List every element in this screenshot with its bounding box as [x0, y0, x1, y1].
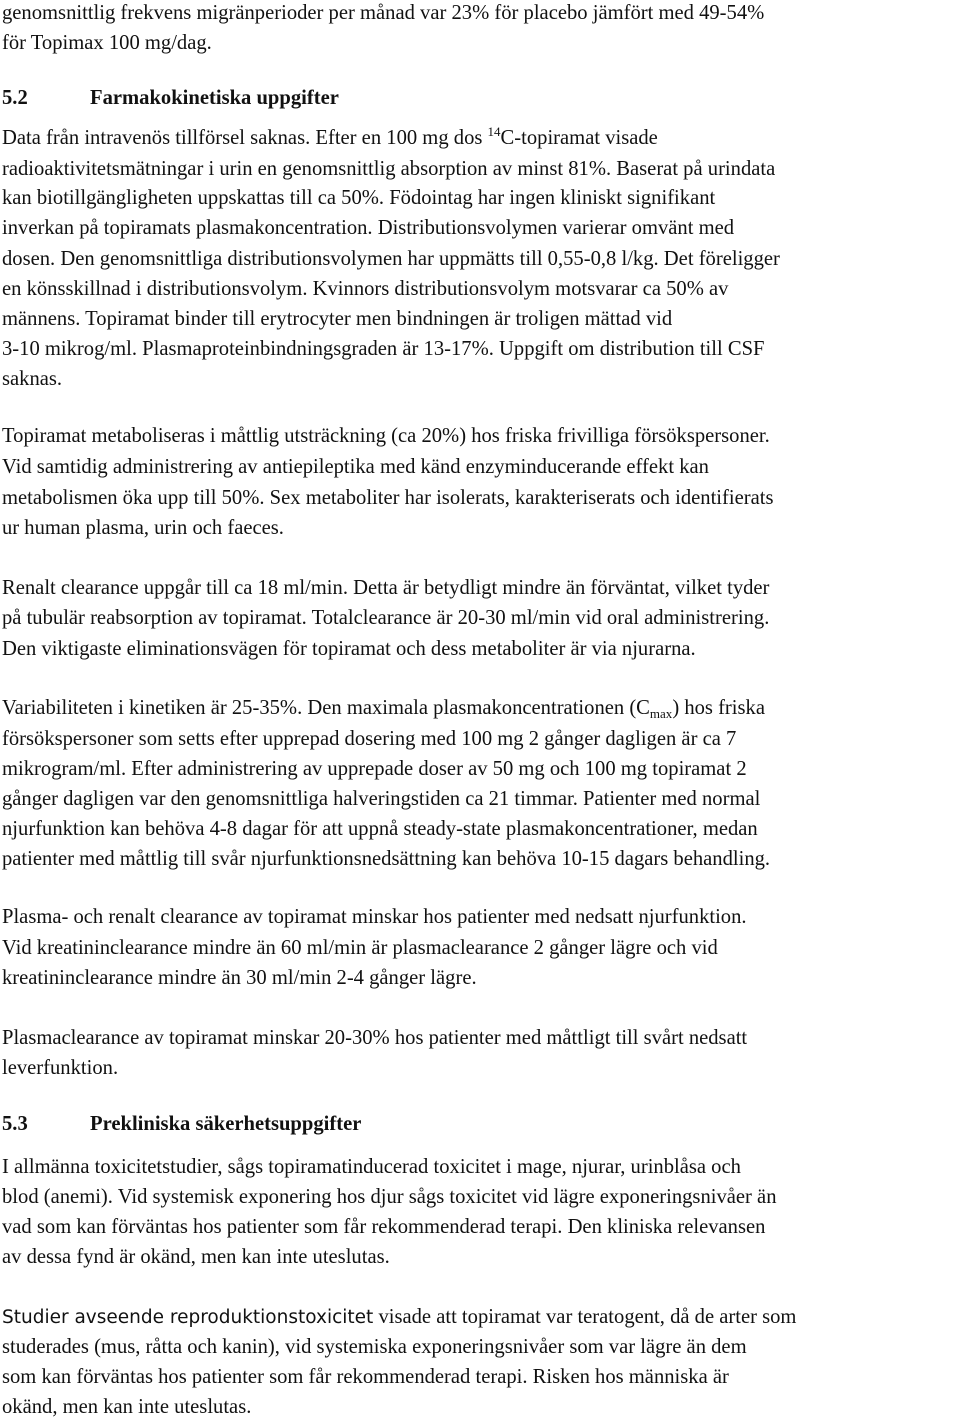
text-line: på tubulär reabsorption av topiramat. Totalclearance är 20-30 ml/min vid oral administrering. [2, 607, 770, 629]
text-line: Vid kreatininclearance mindre än 60 ml/min är plasmaclearance 2 gånger lägre och vid [2, 937, 718, 959]
text-line: okänd, men kan inte uteslutas. [2, 1396, 252, 1418]
section-heading-5-2 [2, 86, 339, 110]
section-number: 5.3 [2, 1113, 28, 1135]
text-line: genomsnittlig frekvens migränperioder per månad var 23% för placebo jämfört med 49-54% [2, 2, 765, 24]
text-line: männens. Topiramat binder till erytrocyter men bindningen är troligen mättad vid [2, 308, 673, 330]
text-line: radioaktivitetsmätningar i urin en genomsnittlig absorption av minst 81%. Baserat på urindata [2, 158, 776, 180]
text-span-sans: Studier avseende reproduktionstoxicitet [2, 1307, 374, 1328]
text-line: blod (anemi). Vid systemisk exponering hos djur sågs toxicitet vid lägre exponeringsnivåer än [2, 1186, 777, 1208]
text-line [2, 1305, 796, 1330]
text-line: Renalt clearance uppgår till ca 18 ml/min. Detta är betydligt mindre än förväntat, vilket tyder [2, 577, 770, 599]
text-line: mikrogram/ml. Efter administrering av upprepade doser av 50 mg och 100 mg topiramat 2 [2, 758, 747, 780]
text-line: 3-10 mikrog/ml. Plasmaproteinbindningsgraden är 13-17%. Uppgift om distribution till CSF [2, 338, 765, 360]
text-span: C-topiramat visade [500, 127, 658, 149]
text-span: Data från intravenös tillförsel saknas. Efter en 100 mg dos [2, 127, 488, 149]
text-line: kreatininclearance mindre än 30 ml/min 2-4 gånger lägre. [2, 967, 477, 989]
superscript: 14 [487, 124, 501, 139]
text-line: patienter med måttlig till svår njurfunktionsnedsättning kan behöva 10-15 dagars behandling. [2, 848, 771, 870]
text-line: Plasmaclearance av topiramat minskar 20-30% hos patienter med måttligt till svårt nedsatt [2, 1027, 748, 1049]
text-line: kan biotillgängligheten uppskattas till ca 50%. Födointag har ingen kliniskt signifikant [2, 187, 716, 209]
text-line: gånger dagligen var den genomsnittliga halveringstiden ca 21 timmar. Patienter med normal [2, 788, 761, 810]
text-line: Den viktigaste eliminationsvägen för topiramat och dess metaboliter är via njurarna. [2, 638, 696, 660]
text-line: njurfunktion kan behöva 4-8 dagar för att uppnå steady-state plasmakoncentrationer, medan [2, 818, 758, 840]
section-number: 5.2 [2, 87, 28, 109]
text-line [2, 126, 658, 150]
text-line: av dessa fynd är okänd, men kan inte uteslutas. [2, 1246, 390, 1268]
text-line: vad som kan förväntas hos patienter som får rekommenderad terapi. Den kliniska relevansen [2, 1216, 766, 1238]
text-line: dosen. Den genomsnittliga distributionsvolymen har uppmätts till 0,55-0,8 l/kg. Det föreligger [2, 248, 780, 270]
text-line: försökspersoner som setts efter upprepad dosering med 100 mg 2 gånger dagligen är ca 7 [2, 728, 737, 750]
section-heading-5-3 [2, 1112, 361, 1136]
section-title: Prekliniska säkerhetsuppgifter [90, 1113, 362, 1135]
text-line: inverkan på topiramats plasmakoncentration. Distributionsvolymen varierar omvänt med [2, 217, 735, 239]
section-title: Farmakokinetiska uppgifter [90, 87, 339, 109]
text-line: som kan förväntas hos patienter som får rekommenderad terapi. Risken hos människa är [2, 1366, 729, 1388]
text-line: I allmänna toxicitetstudier, sågs topiramatinducerad toxicitet i mage, njurar, urinblåsa och [2, 1156, 741, 1178]
text-line: Topiramat metaboliseras i måttlig utsträckning (ca 20%) hos friska frivilliga försökspersoner. [2, 425, 770, 447]
text-span: Variabiliteten i kinetiken är 25-35%. Den maximala plasmakoncentrationen (C [2, 697, 650, 719]
text-line: en könsskillnad i distributionsvolym. Kvinnors distributionsvolym motsvarar ca 50% av [2, 278, 729, 300]
subscript: max [649, 706, 673, 721]
text-line: Vid samtidig administrering av antiepileptika med känd enzyminducerande effekt kan [2, 456, 709, 478]
text-line: för Topimax 100 mg/dag. [2, 32, 212, 54]
text-line: saknas. [2, 368, 63, 390]
text-line [2, 696, 765, 720]
text-line: leverfunktion. [2, 1057, 119, 1079]
text-span: visade att topiramat var teratogent, då de arter som [373, 1306, 797, 1328]
text-span: ) hos friska [672, 697, 765, 719]
text-line: ur human plasma, urin och faeces. [2, 517, 284, 539]
text-line: Plasma- och renalt clearance av topiramat minskar hos patienter med nedsatt njurfunktion. [2, 906, 747, 928]
text-line: studerades (mus, råtta och kanin), vid systemiska exponeringsnivåer som var lägre än dem [2, 1336, 747, 1358]
text-line: metabolismen öka upp till 50%. Sex metaboliter har isolerats, karakteriserats och identifierats [2, 487, 774, 509]
